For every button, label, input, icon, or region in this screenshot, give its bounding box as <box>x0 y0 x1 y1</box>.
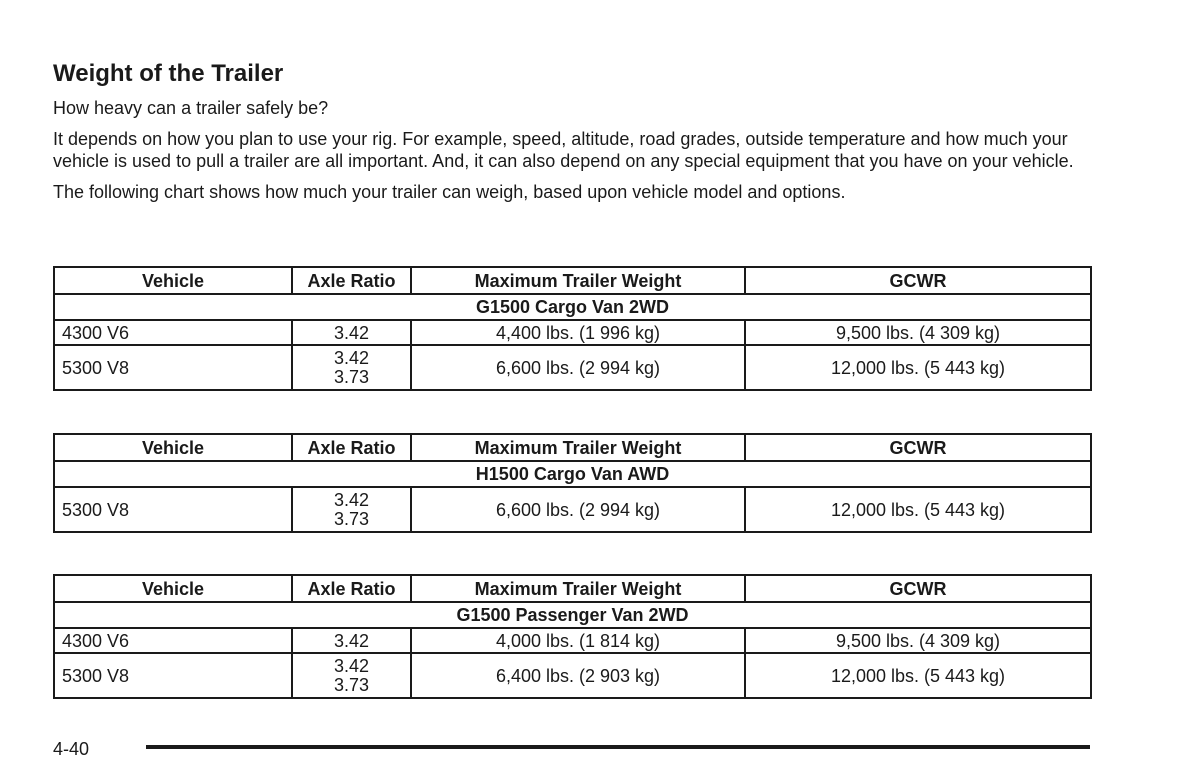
axle-ratio-value: 3.73 <box>333 674 370 695</box>
axle-ratio-value: 3.73 <box>333 508 370 529</box>
header-gcwr: GCWR <box>745 267 1091 294</box>
vehicle-cell: 4300 V6 <box>54 628 292 653</box>
header-axle-ratio: Axle Ratio <box>292 575 411 602</box>
header-max-trailer-weight: Maximum Trailer Weight <box>411 434 745 461</box>
vehicle-cell: 4300 V6 <box>54 320 292 345</box>
gcwr-cell: 12,000 lbs. (5 443 kg) <box>745 487 1091 532</box>
header-axle-ratio: Axle Ratio <box>292 267 411 294</box>
axle-ratio-value: 3.42 <box>333 655 370 676</box>
axle-ratio-cell <box>292 653 411 698</box>
header-row <box>54 434 1091 461</box>
weight-cell: 4,000 lbs. (1 814 kg) <box>411 628 745 653</box>
section-title: G1500 Passenger Van 2WD <box>54 602 1091 628</box>
footer-divider <box>146 745 1090 749</box>
gcwr-cell: 9,500 lbs. (4 309 kg) <box>745 320 1091 345</box>
axle-ratio-value: 3.42 <box>333 347 370 368</box>
page-title: Weight of the Trailer <box>53 60 284 87</box>
table-row <box>54 487 1091 532</box>
header-row <box>54 575 1091 602</box>
axle-ratio-cell <box>292 345 411 390</box>
paragraph-text: It depends on how you plan to use your rig. For example, speed, altitude, road grades, outside temperature and how much your vehicle is used to pull a trailer are all important. And, it can also depend on any special equipment that you have on your vehicle. <box>53 129 1074 171</box>
axle-ratio-value: 3.73 <box>333 366 370 387</box>
axle-ratio-cell <box>292 487 411 532</box>
section-row <box>54 294 1091 320</box>
section-title: G1500 Cargo Van 2WD <box>54 294 1091 320</box>
vehicle-cell: 5300 V8 <box>54 487 292 532</box>
section-row <box>54 461 1091 487</box>
vehicle-cell: 5300 V8 <box>54 345 292 390</box>
question-text: How heavy can a trailer safely be? <box>53 98 329 118</box>
header-gcwr: GCWR <box>745 575 1091 602</box>
page-number: 4-40 <box>53 739 90 759</box>
weight-cell: 4,400 lbs. (1 996 kg) <box>411 320 745 345</box>
chart-intro-text: The following chart shows how much your trailer can weigh, based upon vehicle model and options. <box>53 182 846 202</box>
gcwr-cell: 9,500 lbs. (4 309 kg) <box>745 628 1091 653</box>
section-row <box>54 602 1091 628</box>
page-content <box>53 58 1089 203</box>
table-row <box>54 628 1091 653</box>
axle-ratio-cell: 3.42 <box>292 320 411 345</box>
weight-cell: 6,600 lbs. (2 994 kg) <box>411 487 745 532</box>
header-axle-ratio: Axle Ratio <box>292 434 411 461</box>
gcwr-cell: 12,000 lbs. (5 443 kg) <box>745 653 1091 698</box>
header-max-trailer-weight: Maximum Trailer Weight <box>411 267 745 294</box>
vehicle-cell: 5300 V8 <box>54 653 292 698</box>
trailer-weight-table-3 <box>53 574 1092 699</box>
header-vehicle: Vehicle <box>54 575 292 602</box>
trailer-weight-table-1 <box>53 266 1092 391</box>
axle-ratio-cell: 3.42 <box>292 628 411 653</box>
table-row <box>54 653 1091 698</box>
header-vehicle: Vehicle <box>54 267 292 294</box>
table-row <box>54 320 1091 345</box>
header-vehicle: Vehicle <box>54 434 292 461</box>
header-max-trailer-weight: Maximum Trailer Weight <box>411 575 745 602</box>
gcwr-cell: 12,000 lbs. (5 443 kg) <box>745 345 1091 390</box>
trailer-weight-table-2 <box>53 433 1092 533</box>
weight-cell: 6,600 lbs. (2 994 kg) <box>411 345 745 390</box>
weight-cell: 6,400 lbs. (2 903 kg) <box>411 653 745 698</box>
axle-ratio-value: 3.42 <box>333 489 370 510</box>
header-gcwr: GCWR <box>745 434 1091 461</box>
section-title: H1500 Cargo Van AWD <box>54 461 1091 487</box>
header-row <box>54 267 1091 294</box>
table-row <box>54 345 1091 390</box>
